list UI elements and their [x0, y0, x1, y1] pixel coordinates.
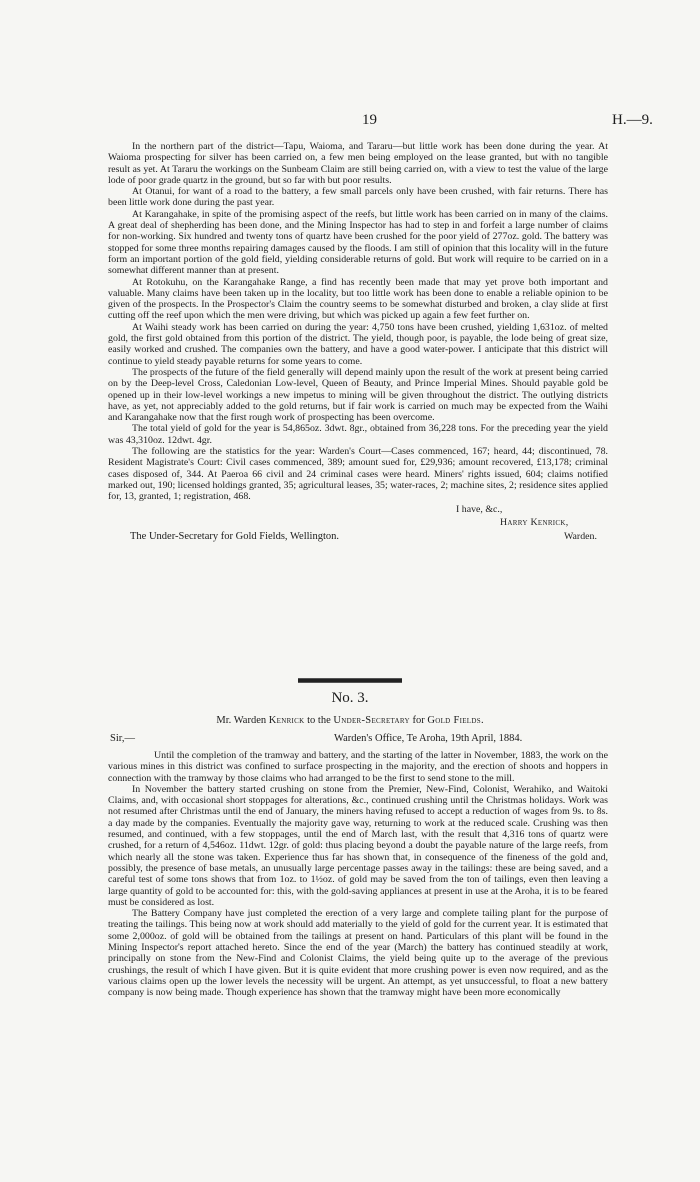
salutation-line [0, 733, 700, 747]
signature-name: Harry Kenrick, [500, 516, 569, 528]
paragraph: In the northern part of the district—Tapu, Waioma, and Tararu—but little work has been done during the year. At Waioma prospecting for silver has been carried on, a few men being employed on the lease granted, but with no tangible result as yet. At Tararu the workings on the Sunbeam Claim are still being carried on, with a view to test the value of the large lode of poor grade quartz in the ground, but so far with but poor results. [108, 141, 608, 186]
section-divider [298, 678, 402, 683]
heading-text: for [409, 715, 428, 726]
signature-block [108, 504, 608, 546]
document-reference: H.—9. [612, 112, 653, 128]
heading-text: to the [304, 715, 334, 726]
paragraph: The Battery Company have just completed the erection of a very large and complete tailing plant for the purpose of treating the tailings. This being now at work should add materially to the yield of gold for the current year. It is estimated that some 2,000oz. of gold will be obtained from the tailings at present on hand. Particulars of this plant will be found in the Mining Inspector's report attached hereto. Since the end of the year (March) the battery has continued steadily at work, principally on stone from the New-Find and Colonist Claims, the yield being quite up to the average of the previous crushings, the result of which I have given. But it is quite evident that more crushing power is even now required, and as the various claims open up the lower levels the necessity will be urgent. An attempt, as yet unsuccessful, to float a new battery company is now being made. Though experience has shown that the tramway might have been more economically [108, 908, 608, 999]
addressee: The Under-Secretary for Gold Fields, Wellington. [130, 530, 339, 542]
paragraph: Until the completion of the tramway and battery, and the starting of the latter in November, 1883, the work on the various mines in this district was confined to surface prospecting in the majority, and the erection of shoots and hoppers in connection with the tramway by those claims who had arranged to be the first to send stone to the mill. [108, 750, 608, 784]
report-body [108, 141, 608, 546]
paragraph: At Rotokuhu, on the Karangahake Range, a find has recently been made that may yet prove both important and valuable. Many claims have been taken up in the locality, but too little work has been done to enable a reliable opinion to be given of the prospects. In the Prospector's Claim the country seems to be somewhat disturbed and broken, a clay slide at first cutting off the reef upon which the men were driving, but which was picked up again a few feet further on. [108, 276, 608, 322]
paragraph: The total yield of gold for the year is 54,865oz. 3dwt. 8gr., obtained from 36,228 tons. For the preceding year the yield was 43,310oz. 12dwt. 4gr. [108, 423, 608, 446]
heading-name: Kenrick [268, 715, 305, 726]
salutation: Sir,— [110, 733, 135, 744]
paragraph: In November the battery started crushing on stone from the Premier, New-Find, Colonist, Werahiko, and Waitoki Claims, and, with occasional short stoppages for alterations, &c., continued crushing until the Christmas holidays. Work was not resumed after Christmas until the end of January, the miners having refused to accept a reduction of wages from 9s. to 8s. a day made by the companies. Eventually the majority gave way, returning to work at the reduced scale. Crushing was then resumed, and continued, with a few stoppages, until the end of March last, with the result that 4,316 tons of quartz were crushed, for a return of 4,546oz. 11dwt. 12gr. of gold: thus placing beyond a doubt the payable nature of the large reefs, from which nearly all the stone was taken. Experience thus far has shown that, in consequence of the fineness of the gold and, possibly, the presence of base metals, an unusually large percentage passes away in the tailings: these are being saved, and a careful test of some tons shows that from 1oz. to 1½oz. of gold may be saved from the ton of tailings, even then leaving a large quantity of gold to be accounted for: this, with the gold-saving appliances at present in use at the Aroha, it is to be feared must be considered as lost. [108, 783, 608, 908]
letter-number: No. 3. [331, 690, 369, 706]
paragraph: The prospects of the future of the field generally will depend mainly upon the result of the work at present being carried on by the Deep-level Cross, Caledonian Low-level, Queen of Beauty, and Prince Imperial Mines. Should payable gold be opened up in their low-level workings a new impetus to mining will be given throughout the district. The outlying districts have, as yet, not appreciably added to the gold returns, but if fair work is carried on much may be expected from the Waihi and Karangahake now that the first rough work of prospecting has been overcome. [108, 366, 608, 424]
heading-text: . [480, 715, 484, 726]
paragraph: At Waihi steady work has been carried on during the year: 4,750 tons have been crushed, yielding 1,631oz. of melted gold, the first gold obtained from this portion of the district. The yield, though poor, is payable, the lode being of great size, easily worked and crushed. The companies own the battery, and have a good water-power. I anticipate that this district will continue to yield steady payable returns for some years to come. [108, 321, 608, 367]
signature-title: Warden. [564, 530, 597, 542]
closing: I have, &c., [456, 503, 503, 515]
heading-text: Mr. Warden [216, 715, 269, 726]
page-number: 19 [362, 112, 377, 128]
paragraph: At Otanui, for want of a road to the battery, a few small parcels only have been crushed, with fair returns. There has been little work done during the past year. [108, 186, 608, 209]
letter-address: Warden's Office, Te Aroha, 19th April, 1884. [334, 733, 523, 744]
letter-heading [0, 715, 700, 726]
heading-name: Gold Fields [427, 715, 481, 726]
heading-name: Under-Secretary [333, 715, 410, 726]
letter-body [108, 750, 608, 999]
page-header [0, 112, 700, 132]
paragraph: At Karangahake, in spite of the promising aspect of the reefs, but little work has been carried on in many of the claims. A great deal of shepherding has been done, and the Mining Inspector has had to step in and forfeit a large number of claims for non-working. Six hundred and twenty tons of quartz have been crushed for the poor yield of 277oz. gold. The battery was stopped for some three months repairing damages caused by the floods. I am still of opinion that this locality will in the future form an important portion of the gold field, yielding considerable returns of gold. But work will require to be carried on in a somewhat different manner than at present. [108, 208, 608, 277]
paragraph: The following are the statistics for the year: Warden's Court—Cases commenced, 167; heard, 44; discontinued, 78. Resident Magistrate's Court: Civil cases commenced, 389; amount sued for, £29,936; amount recovered, £13,178; criminal cases disposed of, 344. At Paeroa 66 civil and 24 criminal cases were heard. Miners' rights issued, 604; claims notified marked out, 190; licensed holdings granted, 35; agricultural leases, 35; water-races, 2; machine sites, 2; residence sites applied for, 13, granted, 1; registration, 468. [108, 446, 608, 503]
